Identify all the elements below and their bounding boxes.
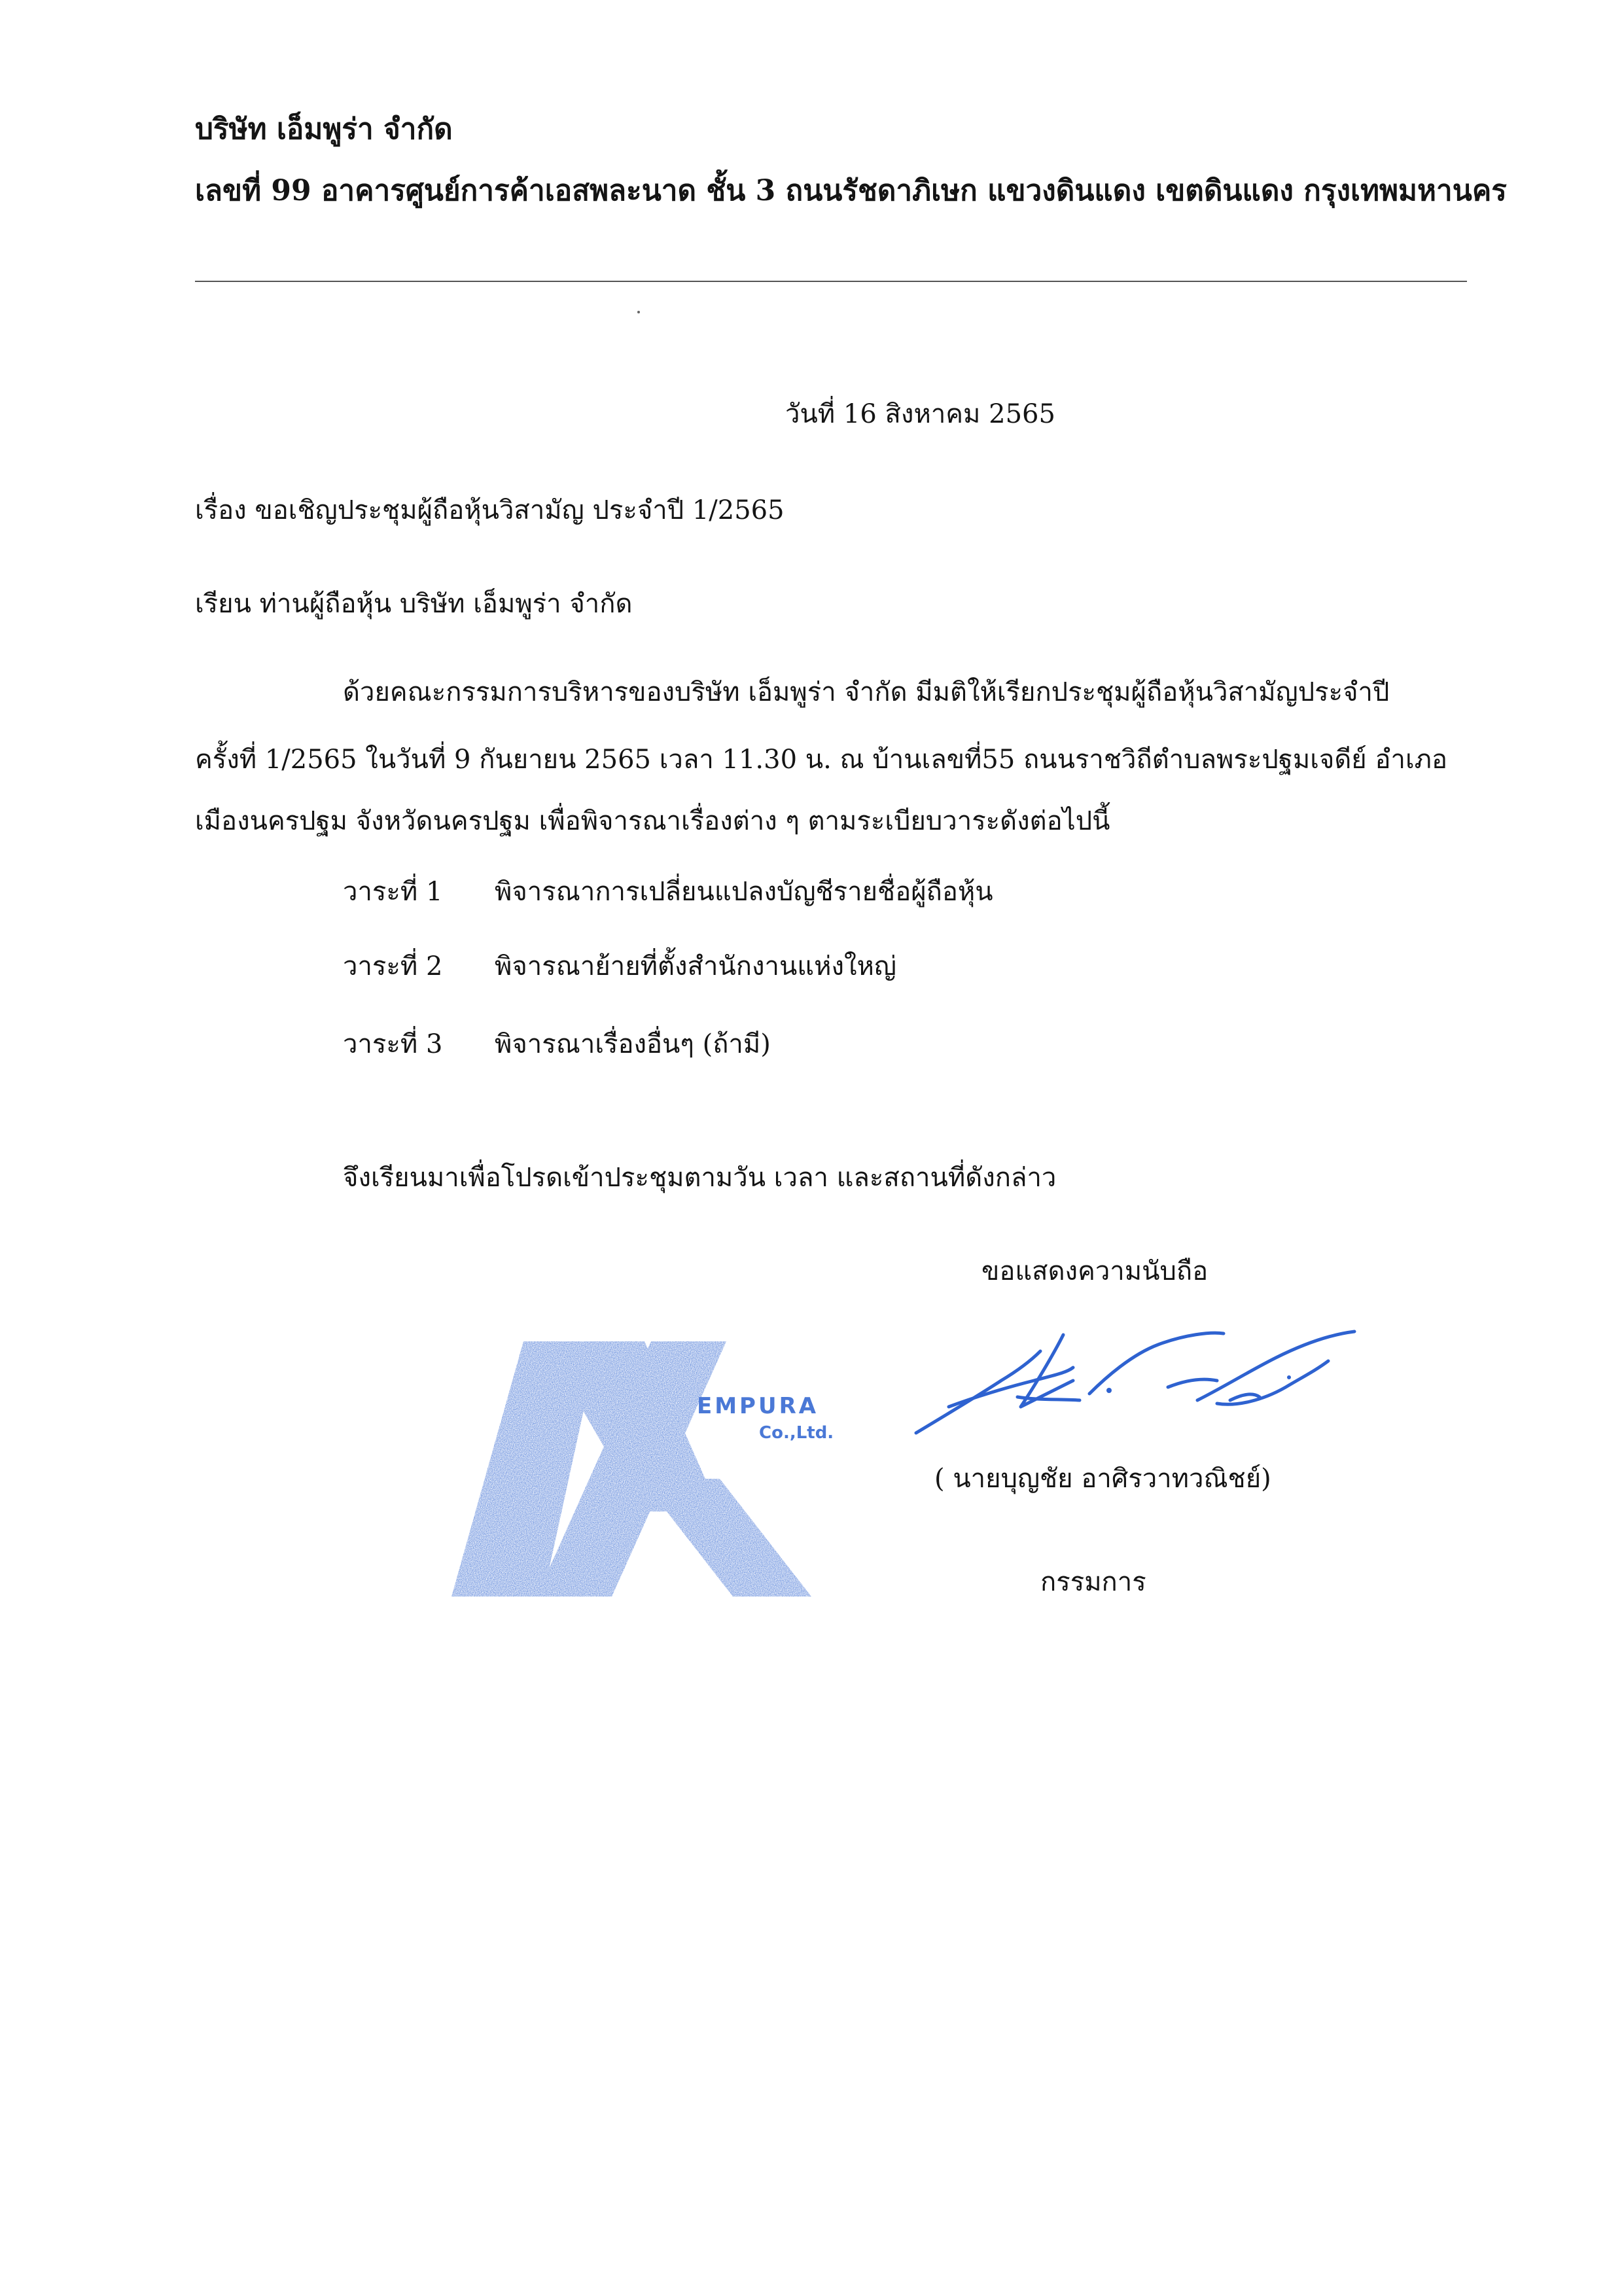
closing-line: จึงเรียนมาเพื่อโปรดเข้าประชุมตามวัน เวลา และสถานที่ดังกล่าว	[343, 1163, 1057, 1193]
letter-subject: เรื่อง ขอเชิญประชุมผู้ถือหุ้นวิสามัญ ประจำปี 1/2565	[195, 495, 785, 525]
agenda-label: วาระที่ 3	[343, 1029, 443, 1059]
signature	[909, 1315, 1368, 1446]
stamp-text-line2: Co.,Ltd.	[759, 1423, 834, 1443]
company-stamp	[445, 1315, 864, 1603]
paragraph-line: เมืองนครปฐม จังหวัดนครปฐม เพื่อพิจารณาเรื่องต่าง ๆ ตามระเบียบวาระดังต่อไปนี้	[195, 806, 1110, 836]
header-divider	[195, 281, 1467, 282]
scan-speck	[637, 311, 640, 313]
agenda-item	[343, 874, 993, 910]
paragraph-line: ครั้งที่ 1/2565 ในวันที่ 9 กันยายน 2565 เวลา 11.30 น. ณ บ้านเลขที่55 ถนนราชวิถีตำบลพระปฐมเจดีย์ อำเภอ	[195, 745, 1448, 775]
agenda-label: วาระที่ 2	[343, 951, 443, 981]
regards-line: ขอแสดงความนับถือ	[981, 1256, 1209, 1286]
signature-dot	[1106, 1388, 1112, 1393]
agenda-label: วาระที่ 1	[343, 877, 443, 907]
company-address: เลขที่ 99 อาคารศูนย์การค้าเอสพละนาด ชั้น 3 ถนนรัชดาภิเษก แขวงดินแดง เขตดินแดง กรุงเทพมหานคร	[195, 174, 1507, 207]
company-name: บริษัท เอ็มพูร่า จำกัด	[195, 113, 453, 146]
signer-title: กรรมการ	[1040, 1567, 1146, 1597]
paragraph-line: ด้วยคณะกรรมการบริหารของบริษัท เอ็มพูร่า จำกัด มีมติให้เรียกประชุมผู้ถือหุ้นวิสามัญประจำปี	[343, 677, 1390, 707]
letter-salutation: เรียน ท่านผู้ถือหุ้น บริษัท เอ็มพูร่า จำกัด	[195, 589, 633, 619]
stamp-text-line1: EMPURA	[697, 1393, 819, 1419]
signer-name: ( นายบุญชัย อาศิรวาทวณิชย์)	[934, 1464, 1271, 1494]
agenda-text: พิจารณาย้ายที่ตั้งสำนักงานแห่งใหญ่	[495, 951, 896, 981]
stamp-logo-foot-stroke	[641, 1479, 811, 1597]
signature-dot	[1287, 1375, 1291, 1379]
agenda-item	[343, 948, 896, 985]
letter-date: วันที่ 16 สิงหาคม 2565	[785, 399, 1055, 429]
agenda-item	[343, 1026, 771, 1063]
agenda-text: พิจารณาการเปลี่ยนแปลงบัญชีรายชื่อผู้ถือหุ้น	[495, 877, 993, 907]
agenda-text: พิจารณาเรื่องอื่นๆ (ถ้ามี)	[495, 1029, 771, 1059]
